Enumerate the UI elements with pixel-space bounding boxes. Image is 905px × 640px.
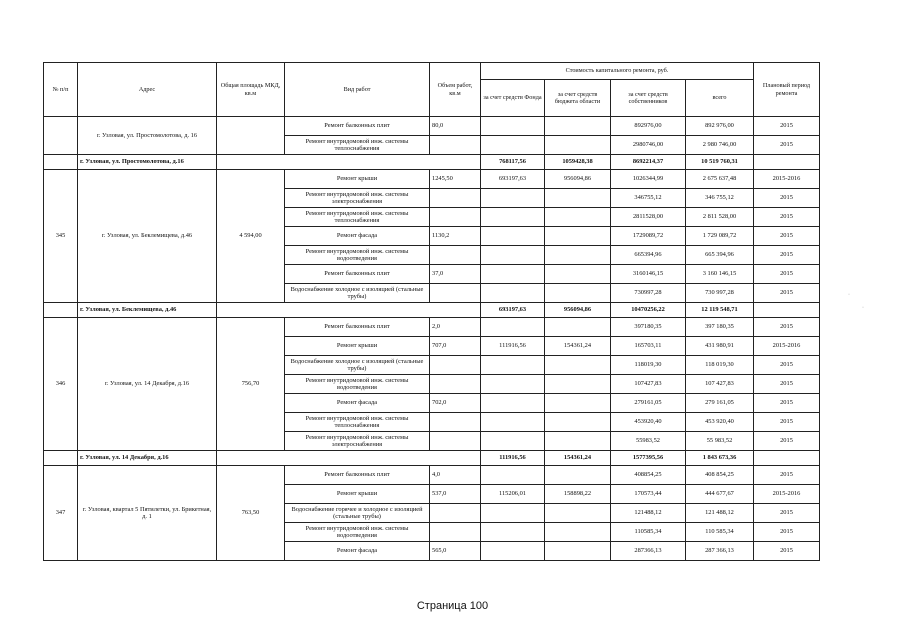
subtotal-row — [44, 155, 820, 170]
cell-fund: 693197,63 — [481, 170, 545, 189]
cell-fund — [481, 136, 545, 155]
cell-work: Ремонт фасада — [285, 227, 430, 246]
subtotal-label: г. Узловая, ул. 14 Декабря, д.16 — [78, 451, 217, 466]
cell-fund — [481, 246, 545, 265]
cell-work: Ремонт внутридомовой инж. системы водоотведения — [285, 375, 430, 394]
subtotal-label: г. Узловая, ул. Простомолотова, д.16 — [78, 155, 217, 170]
cell-owners: 287366,13 — [611, 542, 686, 561]
header-total: всего — [686, 80, 754, 117]
header-row-top — [44, 63, 820, 80]
cell-total: 408 854,25 — [686, 466, 754, 485]
subtotal-total: 10 519 760,31 — [686, 155, 754, 170]
cell-volume: 565,0 — [430, 542, 481, 561]
row-number: 346 — [44, 318, 78, 451]
cell-volume: 37,0 — [430, 265, 481, 284]
subtotal-owners: 10470256,22 — [611, 303, 686, 318]
cell-work: Ремонт внутридомовой инж. системы электроснабжения — [285, 189, 430, 208]
cell-total: 121 488,12 — [686, 504, 754, 523]
subtotal-blank — [44, 451, 78, 466]
cell-budget — [545, 504, 611, 523]
cell-owners: 170573,44 — [611, 485, 686, 504]
cell-budget: 158898,22 — [545, 485, 611, 504]
address-cell: г. Узловая, квартал 5 Пятилетки, ул. Брикетная, д. 1 — [78, 466, 217, 561]
cell-fund — [481, 504, 545, 523]
cell-fund — [481, 466, 545, 485]
cell-work: Ремонт балконных плит — [285, 318, 430, 337]
area-cell: 4 594,00 — [217, 170, 285, 303]
page-number: Страница 100 — [416, 600, 489, 612]
cell-period: 2015 — [754, 265, 820, 284]
table-row — [44, 318, 820, 337]
cell-period: 2015-2016 — [754, 170, 820, 189]
header-num: № п/п — [44, 63, 78, 117]
subtotal-blank — [44, 303, 78, 318]
cell-total: 110 585,34 — [686, 523, 754, 542]
cell-total: 665 394,96 — [686, 246, 754, 265]
cell-period: 2015 — [754, 413, 820, 432]
cell-budget — [545, 318, 611, 337]
cell-fund: 115206,01 — [481, 485, 545, 504]
table-row — [44, 117, 820, 136]
header-owners: за счет средств собственников — [611, 80, 686, 117]
cell-work: Ремонт фасада — [285, 542, 430, 561]
cell-fund — [481, 523, 545, 542]
cell-period: 2015 — [754, 284, 820, 303]
header-period: Плановый период ремонта — [754, 63, 820, 117]
cell-volume: 1245,50 — [430, 170, 481, 189]
cell-budget — [545, 284, 611, 303]
cell-owners: 892976,00 — [611, 117, 686, 136]
row-number: 347 — [44, 466, 78, 561]
cell-total: 346 755,12 — [686, 189, 754, 208]
subtotal-budget: 956094,86 — [545, 303, 611, 318]
cell-work: Ремонт внутридомовой инж. системы водоотведения — [285, 246, 430, 265]
cell-period: 2015-2016 — [754, 485, 820, 504]
cell-total: 453 920,40 — [686, 413, 754, 432]
cell-work: Ремонт балконных плит — [285, 466, 430, 485]
cell-owners: 2811528,00 — [611, 208, 686, 227]
scan-speck: · — [848, 292, 850, 298]
subtotal-label: г. Узловая, ул. Беклемищева, д.46 — [78, 303, 217, 318]
cell-budget — [545, 208, 611, 227]
cell-budget — [545, 117, 611, 136]
cell-work: Ремонт балконных плит — [285, 117, 430, 136]
cell-work: Водоснабжение холодное с изоляцией (стальные трубы) — [285, 356, 430, 375]
cell-period: 2015 — [754, 394, 820, 413]
cell-volume — [430, 246, 481, 265]
cell-owners: 1729089,72 — [611, 227, 686, 246]
cell-period: 2015 — [754, 208, 820, 227]
subtotal-total: 12 119 548,71 — [686, 303, 754, 318]
table-row — [44, 466, 820, 485]
cell-budget — [545, 394, 611, 413]
cell-fund — [481, 189, 545, 208]
cell-period: 2015-2016 — [754, 337, 820, 356]
cell-total: 397 180,35 — [686, 318, 754, 337]
cell-volume: 537,0 — [430, 485, 481, 504]
cell-work: Ремонт крыши — [285, 170, 430, 189]
cell-budget — [545, 466, 611, 485]
subtotal-blank — [217, 451, 481, 466]
cell-total: 444 677,67 — [686, 485, 754, 504]
cell-period: 2015 — [754, 542, 820, 561]
cell-total: 107 427,83 — [686, 375, 754, 394]
cell-owners: 397180,35 — [611, 318, 686, 337]
cell-total: 2 811 528,00 — [686, 208, 754, 227]
cell-owners: 2980746,00 — [611, 136, 686, 155]
cell-owners: 453920,40 — [611, 413, 686, 432]
header-area: Общая площадь МКД, кв.м — [217, 63, 285, 117]
address-cell: г. Узловая, ул. Простомолотова, д. 16 — [78, 117, 217, 155]
cell-volume — [430, 189, 481, 208]
cell-fund — [481, 227, 545, 246]
header-work: Вид работ — [285, 63, 430, 117]
cell-fund — [481, 117, 545, 136]
cell-budget — [545, 189, 611, 208]
cell-owners: 346755,12 — [611, 189, 686, 208]
cell-fund — [481, 284, 545, 303]
cell-budget — [545, 523, 611, 542]
capital-repair-table — [43, 62, 820, 561]
cell-volume — [430, 208, 481, 227]
subtotal-row — [44, 303, 820, 318]
cell-total: 431 980,91 — [686, 337, 754, 356]
cell-work: Ремонт крыши — [285, 485, 430, 504]
subtotal-fund: 693197,63 — [481, 303, 545, 318]
cell-total: 287 366,13 — [686, 542, 754, 561]
cell-work: Ремонт внутридомовой инж. системы электроснабжения — [285, 432, 430, 451]
cell-volume: 2,0 — [430, 318, 481, 337]
cell-budget — [545, 542, 611, 561]
cell-budget — [545, 265, 611, 284]
cell-period: 2015 — [754, 189, 820, 208]
subtotal-owners: 8692214,37 — [611, 155, 686, 170]
subtotal-blank — [44, 155, 78, 170]
cell-total: 2 980 746,00 — [686, 136, 754, 155]
cell-volume: 707,0 — [430, 337, 481, 356]
cell-total: 279 161,05 — [686, 394, 754, 413]
cell-fund — [481, 265, 545, 284]
header-address: Адрес — [78, 63, 217, 117]
area-cell: 756,70 — [217, 318, 285, 451]
cell-work: Ремонт балконных плит — [285, 265, 430, 284]
cell-budget — [545, 227, 611, 246]
cell-budget: 154361,24 — [545, 337, 611, 356]
cell-fund — [481, 208, 545, 227]
cell-period: 2015 — [754, 246, 820, 265]
cell-fund — [481, 413, 545, 432]
header-fund: за счет средств Фонда — [481, 80, 545, 117]
subtotal-owners: 1577395,56 — [611, 451, 686, 466]
scan-speck: · — [862, 305, 864, 311]
cell-volume — [430, 284, 481, 303]
cell-owners: 55983,52 — [611, 432, 686, 451]
subtotal-budget: 154361,24 — [545, 451, 611, 466]
header-budget: за счет средств бюджета области — [545, 80, 611, 117]
subtotal-blank — [754, 155, 820, 170]
cell-budget — [545, 432, 611, 451]
cell-budget — [545, 413, 611, 432]
cell-period: 2015 — [754, 375, 820, 394]
cell-work: Ремонт фасада — [285, 394, 430, 413]
cell-work: Ремонт внутридомовой инж. системы теплоснабжения — [285, 413, 430, 432]
cell-owners: 118019,30 — [611, 356, 686, 375]
cell-owners: 279161,05 — [611, 394, 686, 413]
cell-volume — [430, 375, 481, 394]
cell-work: Ремонт крыши — [285, 337, 430, 356]
cell-total: 55 983,52 — [686, 432, 754, 451]
cell-owners: 107427,83 — [611, 375, 686, 394]
area-cell — [217, 117, 285, 155]
cell-owners: 665394,96 — [611, 246, 686, 265]
cell-period: 2015 — [754, 117, 820, 136]
cell-owners: 1026344,99 — [611, 170, 686, 189]
cell-volume — [430, 432, 481, 451]
address-cell: г. Узловая, ул. Беклемищева, д.46 — [78, 170, 217, 303]
cell-owners: 730997,28 — [611, 284, 686, 303]
cell-volume — [430, 356, 481, 375]
cell-budget — [545, 375, 611, 394]
cell-work: Ремонт внутридомовой инж. системы водоотведения — [285, 523, 430, 542]
cell-budget — [545, 246, 611, 265]
address-cell: г. Узловая, ул. 14 Декабря, д.16 — [78, 318, 217, 451]
subtotal-budget: 1059428,38 — [545, 155, 611, 170]
cell-fund — [481, 375, 545, 394]
cell-volume: 4,0 — [430, 466, 481, 485]
cell-owners: 121488,12 — [611, 504, 686, 523]
cell-period: 2015 — [754, 356, 820, 375]
cell-period: 2015 — [754, 466, 820, 485]
cell-period: 2015 — [754, 318, 820, 337]
cell-work: Водоснабжение горячее и холодное с изоляцией (стальные трубы) — [285, 504, 430, 523]
cell-volume — [430, 413, 481, 432]
cell-owners: 3160146,15 — [611, 265, 686, 284]
cell-budget: 956094,86 — [545, 170, 611, 189]
area-cell: 763,50 — [217, 466, 285, 561]
cell-period: 2015 — [754, 227, 820, 246]
cell-owners: 165703,11 — [611, 337, 686, 356]
cell-fund — [481, 432, 545, 451]
subtotal-fund: 768117,56 — [481, 155, 545, 170]
header-volume: Объем работ, кв.м — [430, 63, 481, 117]
cell-budget — [545, 356, 611, 375]
cell-total: 730 997,28 — [686, 284, 754, 303]
cell-volume: 80,0 — [430, 117, 481, 136]
subtotal-fund: 111916,56 — [481, 451, 545, 466]
cell-period: 2015 — [754, 136, 820, 155]
cell-budget — [545, 136, 611, 155]
cell-total: 3 160 146,15 — [686, 265, 754, 284]
cell-fund — [481, 542, 545, 561]
cell-volume: 1130,2 — [430, 227, 481, 246]
cell-total: 892 976,00 — [686, 117, 754, 136]
cell-fund: 111916,56 — [481, 337, 545, 356]
cell-owners: 408854,25 — [611, 466, 686, 485]
subtotal-blank — [217, 155, 481, 170]
subtotal-blank — [754, 451, 820, 466]
cell-volume: 702,0 — [430, 394, 481, 413]
row-number — [44, 117, 78, 155]
cell-owners: 110585,34 — [611, 523, 686, 542]
cell-period: 2015 — [754, 523, 820, 542]
cell-work: Ремонт внутридомовой инж. системы теплоснабжения — [285, 208, 430, 227]
cell-total: 118 019,30 — [686, 356, 754, 375]
subtotal-total: 1 843 673,36 — [686, 451, 754, 466]
table-row — [44, 170, 820, 189]
cell-total: 2 675 637,48 — [686, 170, 754, 189]
cell-volume — [430, 136, 481, 155]
cell-volume — [430, 523, 481, 542]
cell-work: Водоснабжение холодное с изоляцией (стальные трубы) — [285, 284, 430, 303]
cell-fund — [481, 394, 545, 413]
cell-period: 2015 — [754, 504, 820, 523]
cell-period: 2015 — [754, 432, 820, 451]
cell-fund — [481, 356, 545, 375]
cell-fund — [481, 318, 545, 337]
cell-work: Ремонт внутридомовой инж. системы теплоснабжения — [285, 136, 430, 155]
subtotal-row — [44, 451, 820, 466]
row-number: 345 — [44, 170, 78, 303]
cell-total: 1 729 089,72 — [686, 227, 754, 246]
header-cost-group: Стоимость капитального ремонта, руб. — [481, 63, 754, 80]
subtotal-blank — [217, 303, 481, 318]
subtotal-blank — [754, 303, 820, 318]
cell-volume — [430, 504, 481, 523]
